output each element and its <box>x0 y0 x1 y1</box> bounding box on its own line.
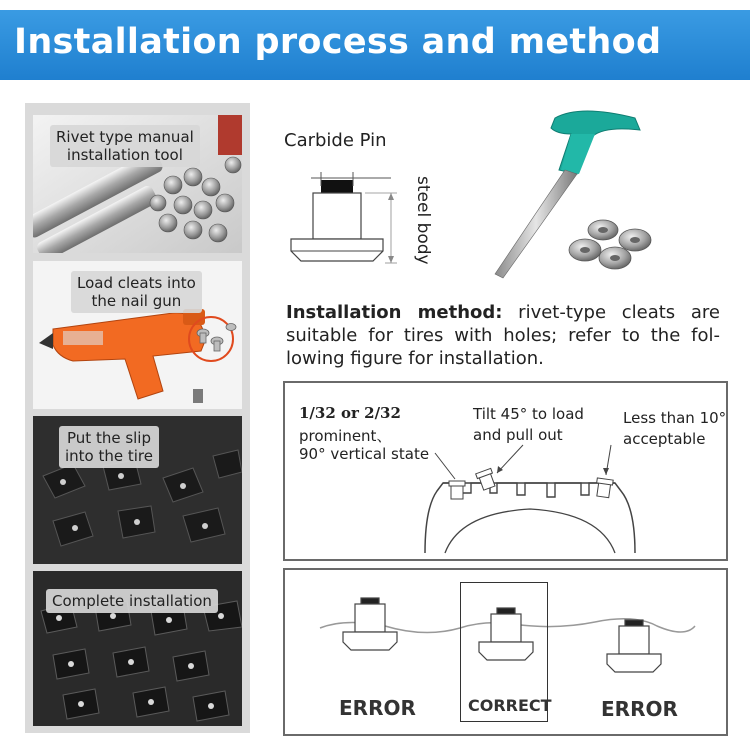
carbide-pin-label: Carbide Pin <box>284 130 387 151</box>
error-label-right: ERROR <box>601 697 678 721</box>
t-handle-tool-photo <box>485 100 705 285</box>
step-2-label <box>71 271 202 313</box>
error-label-left: ERROR <box>339 696 416 720</box>
header-banner <box>0 10 750 80</box>
steel-body-label: steel body <box>413 176 433 265</box>
stud-cross-section <box>285 160 415 275</box>
step-1-label <box>50 125 200 167</box>
method-line1: rivet-type cleats are <box>502 302 720 323</box>
tilt-label-line1: Tilt 45° to load <box>473 405 584 423</box>
step-1-photo <box>33 115 242 253</box>
step-2-label-line2: the nail gun <box>91 292 182 310</box>
tilt-label-line2: and pull out <box>473 426 563 444</box>
method-line2: suitable for tires with holes; refer to the fol- <box>286 325 720 346</box>
depth-heading: 1/32 or 2/32 <box>299 404 401 422</box>
angle-label-line2: acceptable <box>623 430 706 448</box>
correct-label: CORRECT <box>468 696 552 715</box>
step-3-photo <box>33 416 242 564</box>
tire-diagram-box <box>283 381 728 561</box>
prominent-label: prominent、 <box>299 427 392 445</box>
method-heading: Installation method: <box>286 302 503 323</box>
method-line3: lowing figure for installation. <box>286 348 544 369</box>
step-4-label <box>46 589 218 613</box>
vertical-state-label: 90° vertical state <box>299 445 430 463</box>
step-2-label-line1: Load cleats into <box>77 274 196 292</box>
step-3-label <box>59 426 159 468</box>
step-1-label-line1: Rivet type manual <box>56 128 194 146</box>
angle-label-line1: Less than 10° <box>623 409 727 427</box>
step-3-label-line1: Put the slip <box>67 429 151 447</box>
step-4-photo <box>33 571 242 726</box>
step-1-label-line2: installation tool <box>66 146 183 164</box>
step-4-label-line1: Complete installation <box>52 592 212 610</box>
step-2-photo <box>33 261 242 409</box>
step-3-label-line2: into the tire <box>65 447 154 465</box>
page-title: Installation process and method <box>14 22 662 62</box>
steps-column <box>25 103 250 733</box>
method-paragraph <box>286 301 720 370</box>
stud-comparison-box <box>283 568 728 736</box>
